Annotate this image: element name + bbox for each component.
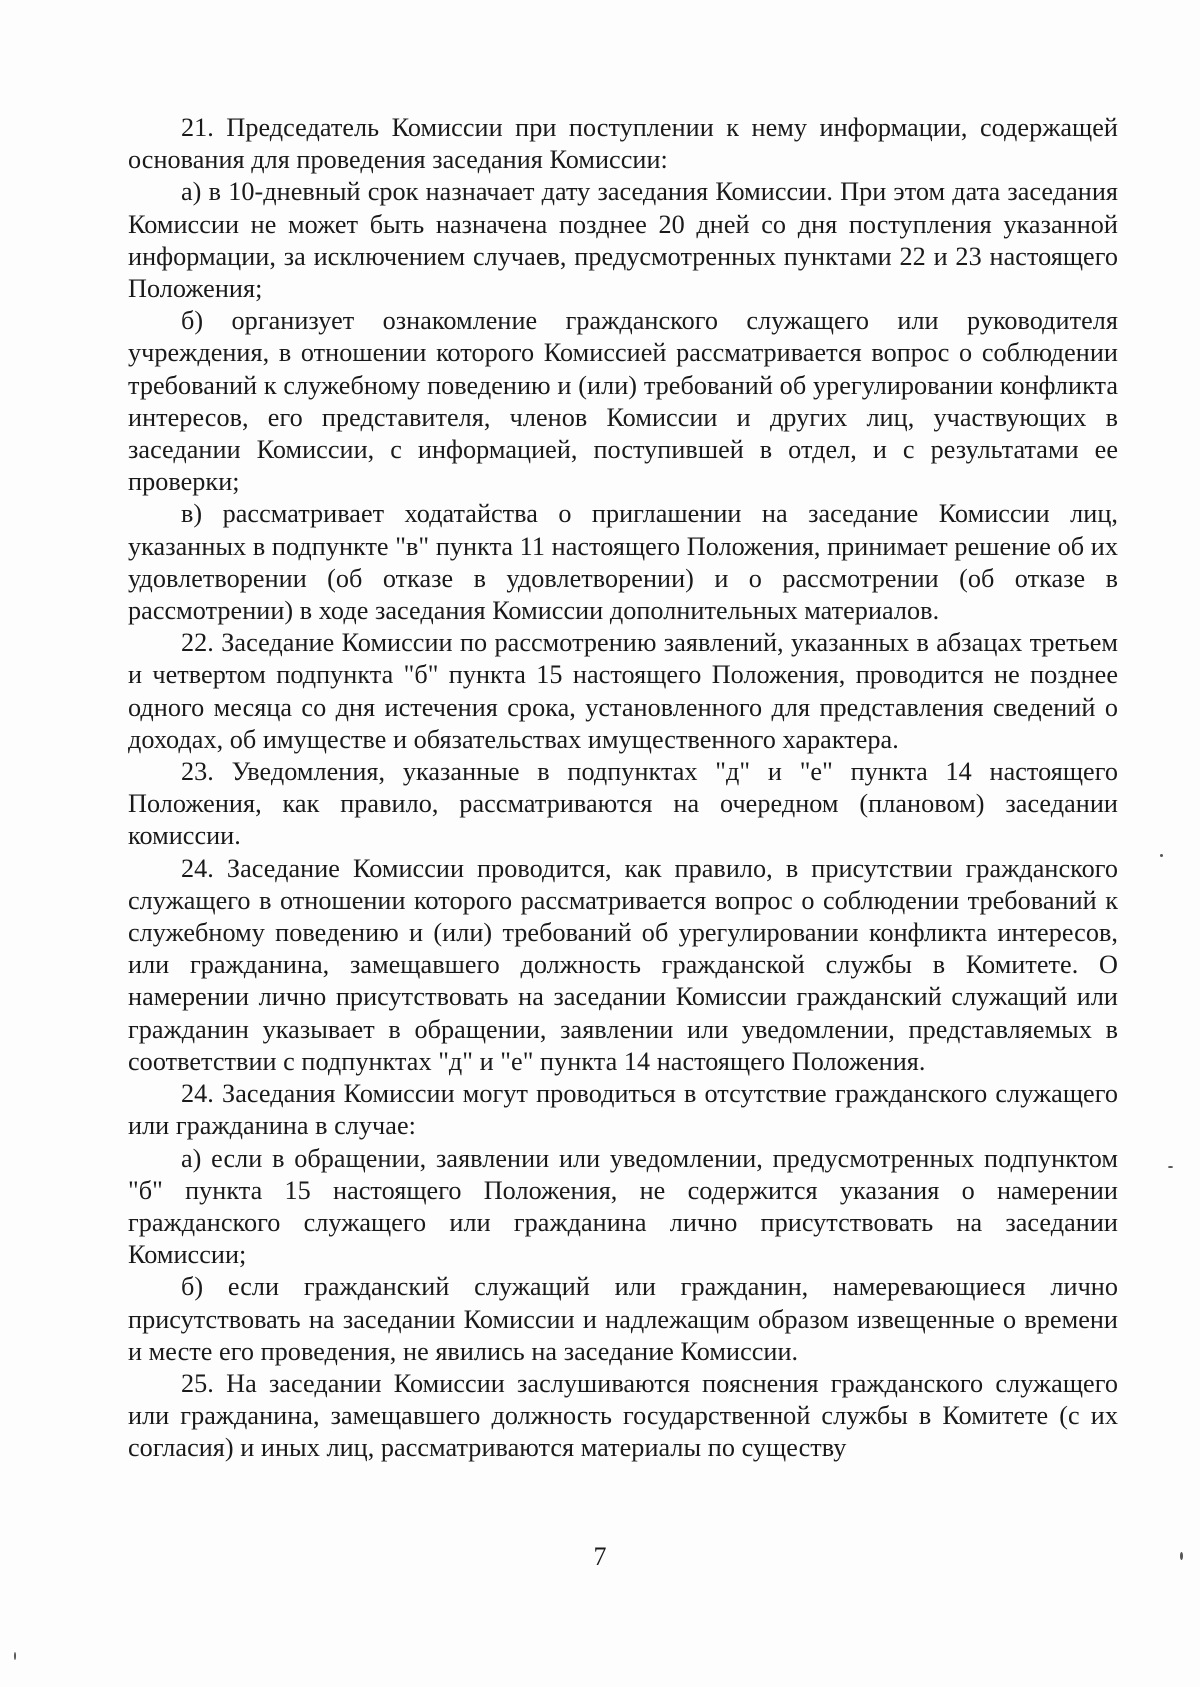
paragraph-21-v: в) рассматривает ходатайства о приглашении на заседание Комиссии лиц, указанных в подпункте "в" пункта 11 настоящего Положения, принимает решение об их удовлетворении (об отказе в удовлетворении) и о рассмотрении (об отказе в рассмотрении) в ходе заседания Комиссии дополнительных материалов. [128,499,1118,626]
scan-speck [1180,1552,1183,1560]
paragraph-21-b: б) организует ознакомление гражданского служащего или руководителя учреждения, в отношении которого Комиссией рассматривается вопрос о соблюдении требований к служебному поведению и (или) требований об урегулировании конфликта интересов, его представителя, членов Комиссии и других лиц, участвующих в заседании Комиссии, с информацией, поступившей в отдел, и с результатами ее проверки; [128,306,1118,497]
paragraph-21: 21. Председатель Комиссии при поступлении к нему информации, содержащей основания для проведения заседания Комиссии: [128,113,1118,175]
paragraph-24-second: 24. Заседания Комиссии могут проводиться в отсутствие гражданского служащего или гражданина в случае: [128,1079,1118,1141]
paragraph-24-a: а) если в обращении, заявлении или уведомлении, предусмотренных подпунктом "б" пункта 15 настоящего Положения, не содержится указания о намерении гражданского служащего или гражданина лично присутствовать на заседании Комиссии; [128,1143,1118,1270]
paragraph-22: 22. Заседание Комиссии по рассмотрению заявлений, указанных в абзацах третьем и четвертом подпункта "б" пункта 15 настоящего Положения, проводится не позднее одного месяца со дня истечения срока, установленного для представления сведений о доходах, об имуществе и обязательствах имущественного характера. [128,628,1118,754]
paragraph-25: 25. На заседании Комиссии заслушиваются пояснения гражданского служащего или гражданина, замещавшего должность государственной службы в Комитете (с их согласия) и иных лиц, рассматриваются материалы по существу [128,1368,1118,1463]
scan-speck [1168,1166,1173,1168]
scan-speck [14,1652,16,1660]
paragraph-24-b: б) если гражданский служащий или гражданин, намеревающиеся лично присутствовать на заседании Комиссии и надлежащим образом извещенные о времени и месте его проведения, не явились на заседание Комиссии. [128,1272,1118,1366]
paragraph-21-a: а) в 10-дневный срок назначает дату заседания Комиссии. При этом дата заседания Комиссии не может быть назначена позднее 20 дней со дня поступления указанной информации, за исключением случаев, предусмотренных пунктами 22 и 23 настоящего Положения; [128,177,1118,304]
paragraph-24: 24. Заседание Комиссии проводится, как правило, в присутствии гражданского служащего в отношении которого рассматривается вопрос о соблюдении требований к служебному поведению и (или) требований об урегулировании конфликта интересов, или гражданина, замещавшего должность гражданской службы в Комитете. О намерении лично присутствовать на заседании Комиссии гражданский служащий или гражданин указывает в обращении, заявлении или уведомлении, представляемых в соответствии с подпунктах "д" и "е" пункта 14 настоящего Положения. [128,853,1118,1076]
page-number: 7 [593,1542,607,1571]
document-body [128,112,1118,1465]
scan-speck [1160,854,1163,857]
paragraph-23: 23. Уведомления, указанные в подпунктах "д" и "е" пункта 14 настоящего Положения, как правило, рассматриваются на очередном (плановом) заседании комиссии. [128,757,1118,851]
